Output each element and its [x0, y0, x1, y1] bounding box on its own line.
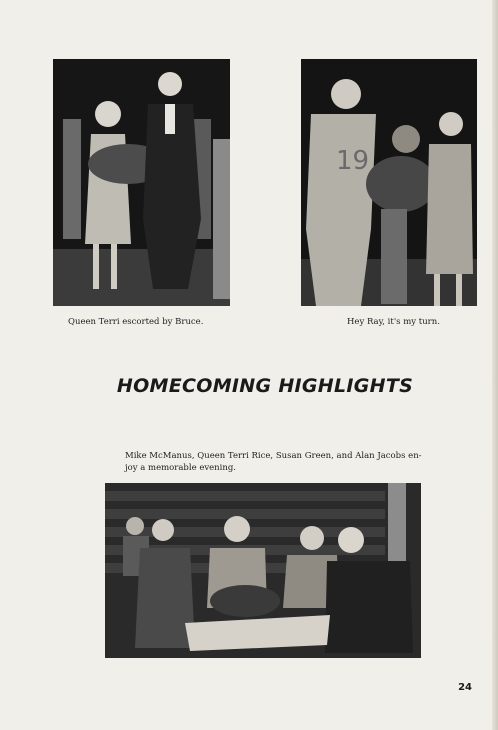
photo1-caption: Queen Terri escorted by Bruce.	[68, 317, 204, 327]
svg-text:19: 19	[336, 146, 370, 176]
photo-group-at-table	[105, 483, 421, 658]
page-number: 24	[458, 682, 472, 693]
photo3-caption-line2: joy a memorable evening.	[125, 463, 236, 473]
photo-queen-and-escort	[53, 59, 230, 306]
page-title: HOMECOMING HIGHLIGHTS	[116, 375, 414, 397]
photo3-caption-line1: Mike McManus, Queen Terri Rice, Susan Green, and Alan Jacobs en-	[125, 451, 422, 461]
photo-football-player	[301, 59, 477, 306]
photo2-caption: Hey Ray, it's my turn.	[347, 317, 440, 327]
page-edge	[492, 0, 498, 730]
